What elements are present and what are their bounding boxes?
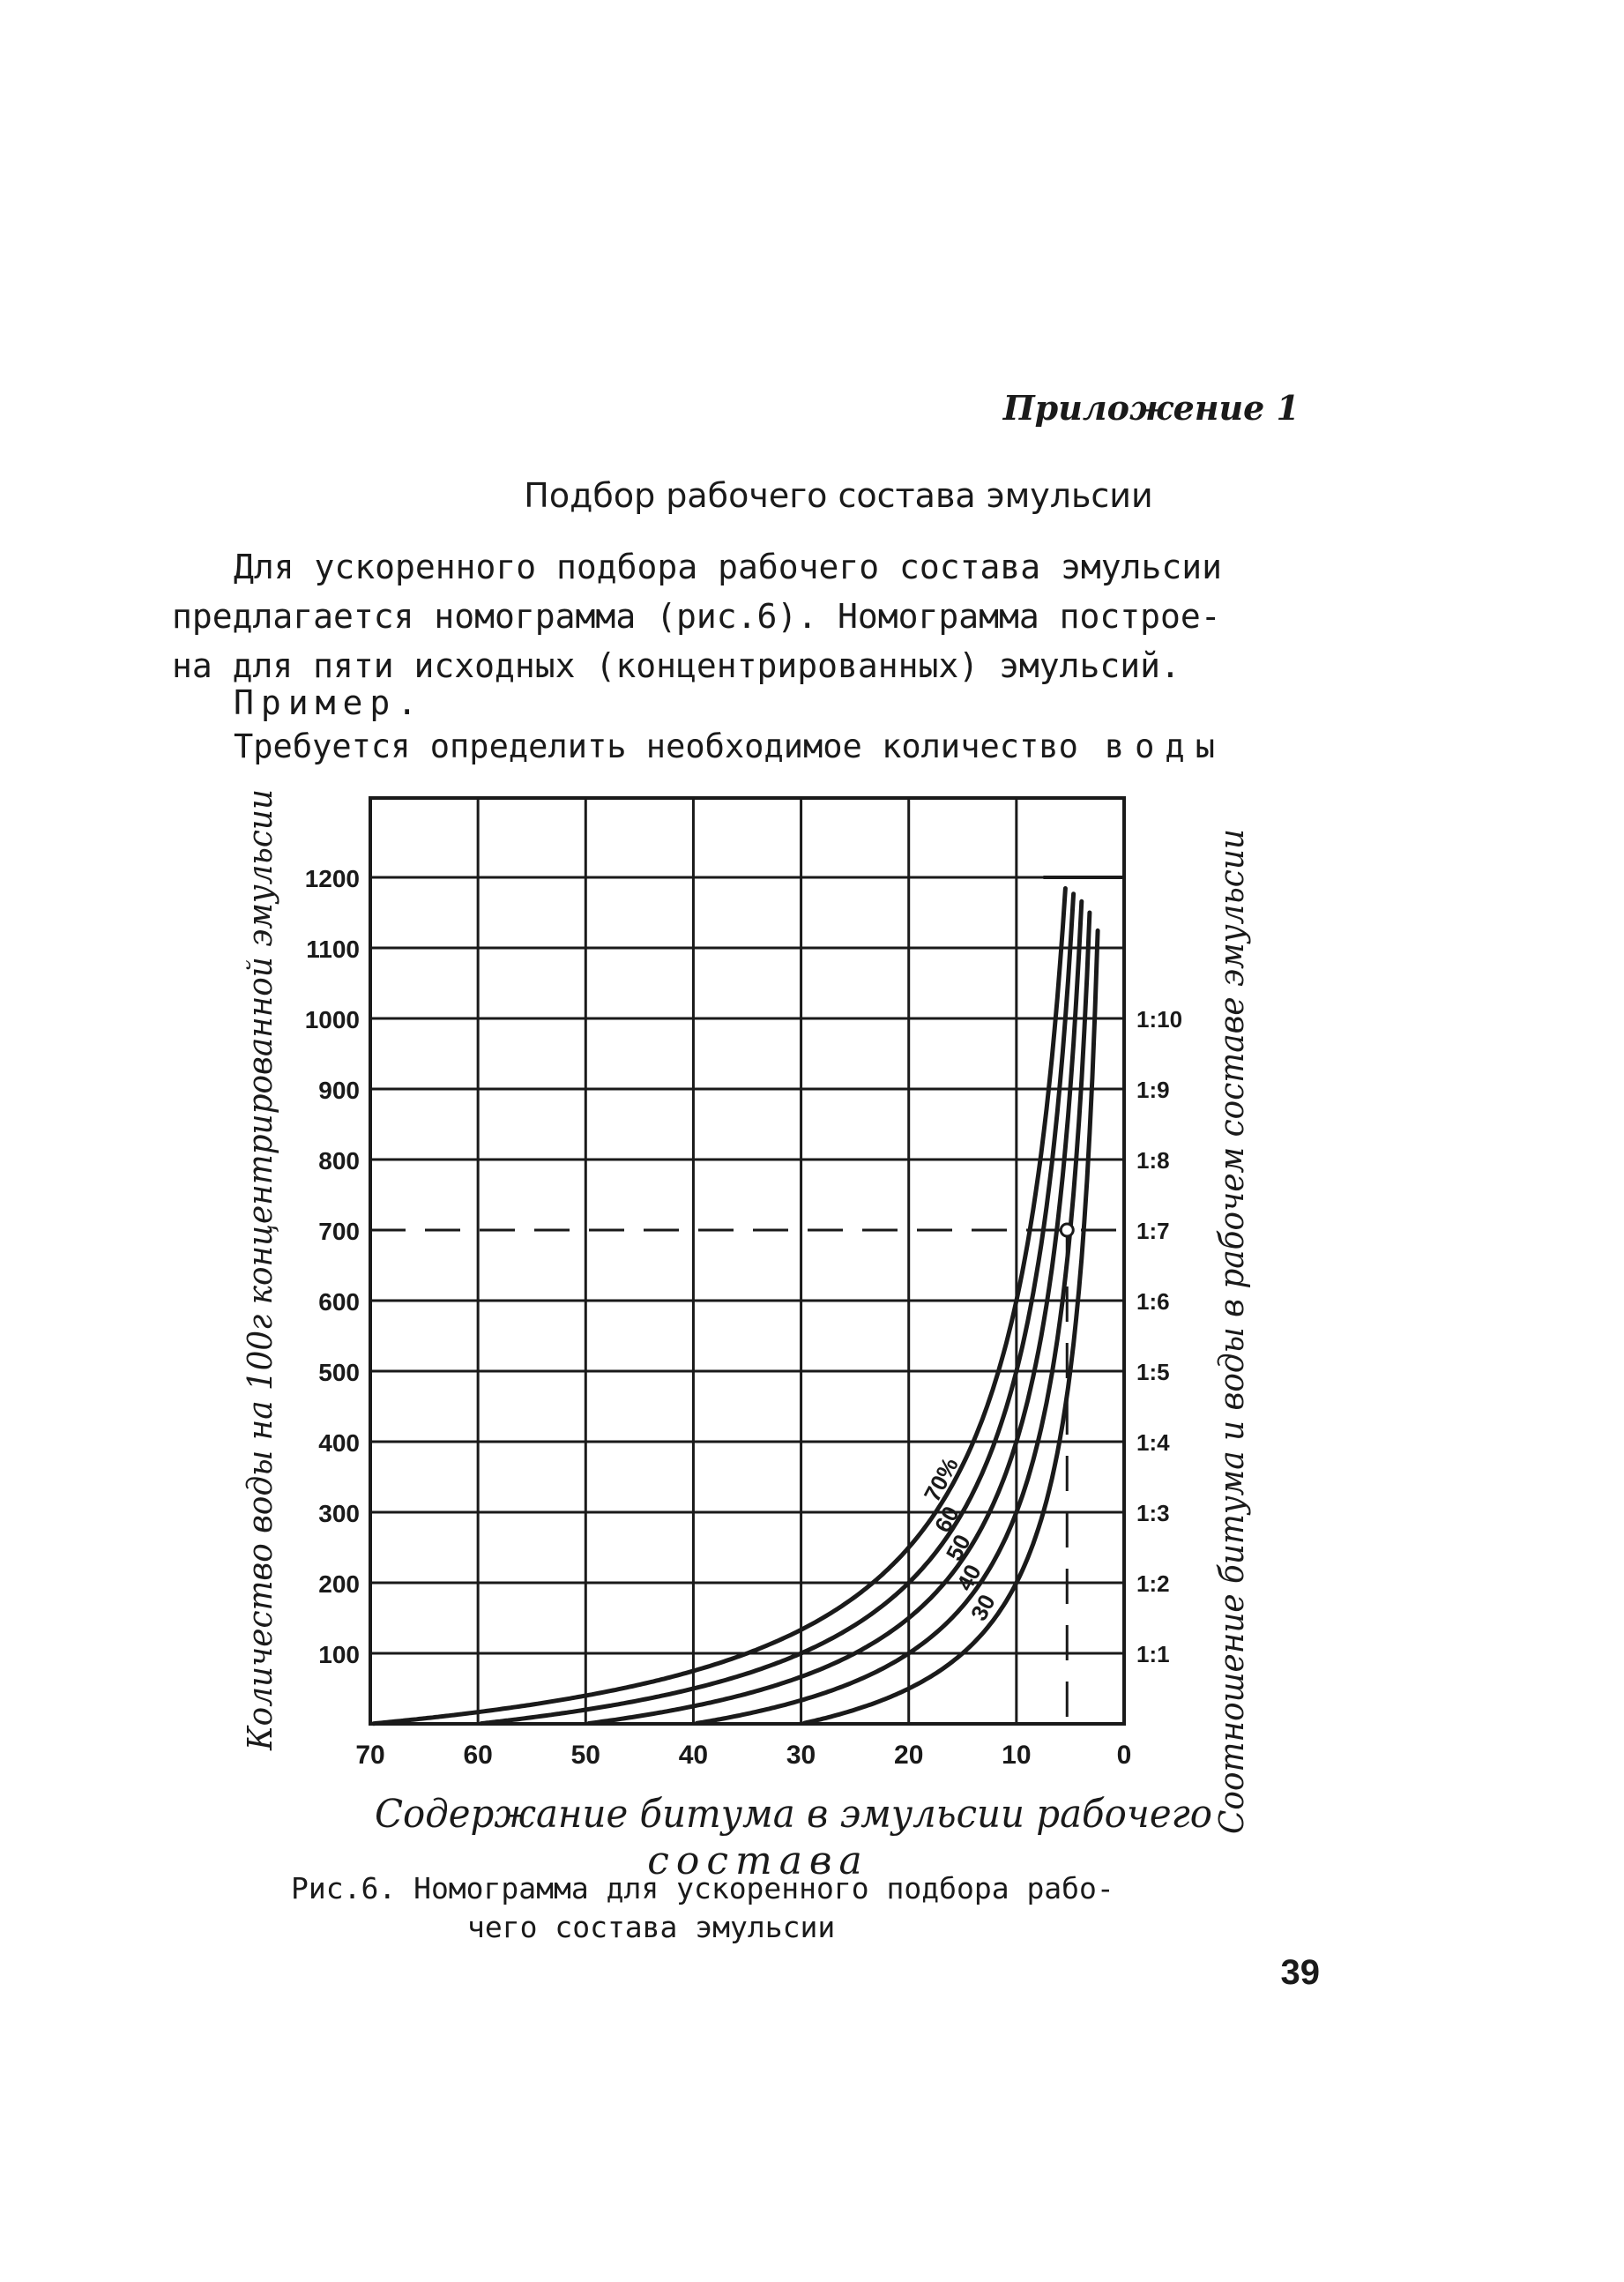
intro-line-3: на для пяти исходных (концентрированных) эмульсий. [172, 646, 1181, 685]
intro-line-2: предлагается номограмма (рис.6). Номограмма построе- [172, 597, 1221, 636]
y-tick-label: 1100 [306, 936, 360, 963]
ratio-tick-label: 1:4 [1136, 1429, 1170, 1456]
y2-axis-title: Соотношение битума и воды в рабочем составе эмульсии [1212, 767, 1251, 1834]
y-tick-label: 800 [318, 1147, 360, 1175]
y-tick-label: 1000 [304, 1006, 360, 1033]
x-axis-title: Содержание битума в эмульсии рабочего [375, 1792, 1212, 1837]
ratio-tick-label: 1:8 [1136, 1147, 1170, 1174]
curve-label: 70% [918, 1452, 964, 1506]
page-number: 39 [1280, 1953, 1320, 1992]
x-tick-label: 70 [355, 1741, 385, 1770]
y-tick-label: 500 [318, 1359, 360, 1386]
section-heading: Подбор рабочего состава эмульсии [524, 476, 1153, 515]
example-point [1061, 1224, 1073, 1236]
caption-line-2: чего состава эмульсии [467, 1910, 836, 1944]
x-tick-label: 0 [1116, 1741, 1132, 1770]
caption-line-1: Рис.6. Номограмма для ускоренного подбора рабо- [291, 1871, 1114, 1905]
appendix-label: Приложение 1 [1002, 388, 1300, 428]
nomogram-curve [697, 913, 1090, 1723]
y-tick-label: 300 [318, 1500, 360, 1527]
y-tick-label: 400 [318, 1429, 360, 1457]
ratio-tick-label: 1:7 [1136, 1218, 1170, 1244]
figure-caption [291, 1869, 1261, 1947]
ratio-tick-label: 1:1 [1136, 1641, 1170, 1667]
y-tick-label: 1200 [304, 865, 360, 892]
y-tick-label: 200 [318, 1570, 360, 1598]
y-tick-label: 100 [318, 1641, 360, 1668]
curve-label: 50 [940, 1530, 976, 1565]
ratio-tick-label: 1:10 [1136, 1006, 1183, 1033]
y-tick-label: 600 [318, 1288, 360, 1316]
curve-label: 60 [928, 1502, 965, 1537]
x-tick-label: 30 [786, 1741, 816, 1770]
ratio-tick-label: 1:5 [1136, 1359, 1170, 1385]
ratio-tick-label: 1:2 [1136, 1570, 1170, 1597]
y-axis-title: Количество воды на 100г концентрированной эмульсии [241, 728, 279, 1750]
x-tick-label: 50 [570, 1741, 600, 1770]
example-label: Пример. [234, 683, 425, 722]
x-axis-title-line2: состава [647, 1838, 869, 1883]
task-text: Требуется определить необходимое количество [234, 727, 1078, 765]
curve-label: 30 [965, 1590, 1001, 1625]
x-tick-label: 40 [678, 1741, 709, 1770]
plot-frame [370, 798, 1124, 1724]
x-tick-label: 10 [1002, 1741, 1032, 1770]
ratio-tick-label: 1:3 [1136, 1500, 1170, 1526]
task-text-spaced: воды [1104, 727, 1225, 765]
y-tick-label: 700 [318, 1218, 360, 1245]
curve-label: 40 [950, 1560, 987, 1595]
ratio-tick-label: 1:9 [1136, 1077, 1170, 1103]
x-tick-label: 20 [894, 1741, 924, 1770]
x-tick-label: 60 [463, 1741, 493, 1770]
ratio-tick-label: 1:6 [1136, 1288, 1170, 1315]
intro-line-1: Для ускоренного подбора рабочего состава эмульсии [234, 548, 1223, 586]
y-tick-label: 900 [318, 1077, 360, 1104]
